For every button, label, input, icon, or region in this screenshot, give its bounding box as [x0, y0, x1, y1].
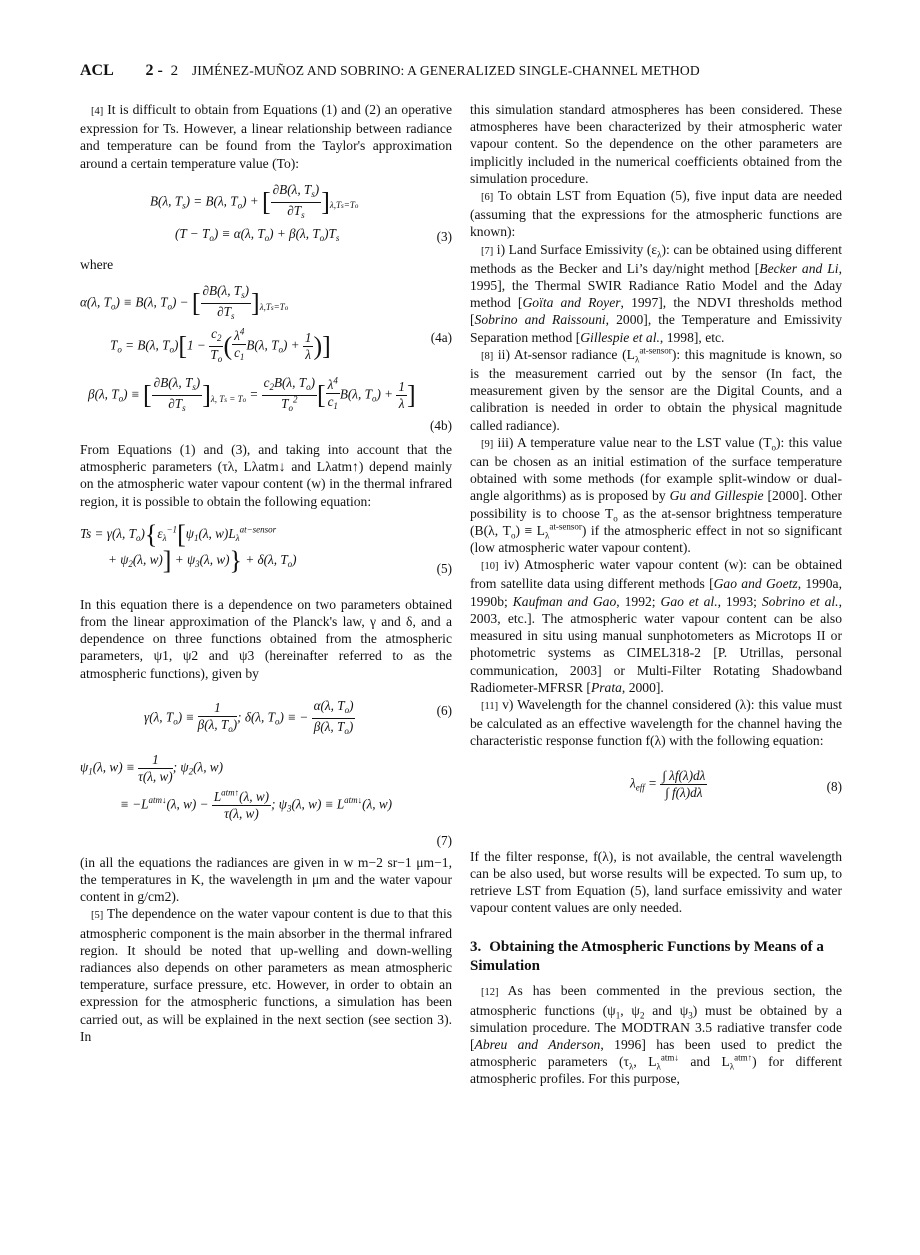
paragraph-in-this-equation: In this equation there is a dependence on two parameters obtained from the linear approximation of the Planck's law, γ and δ, and a dependence on three functions obtained from the atmospheric parameters, ψ1, ψ2 and ψ3 (hereinafter referred to as the atmospheric functions), given by: [80, 596, 452, 681]
paragraph-10: [10] iv) Atmospheric water vapour content (w): can be obtained from satellite data using different methods [Gao and Goetz, 1990a, 1990b; Kaufman and Gao, 1992; Gao et al., 1993; Sobrino et al., 2003, etc.]. The atmospheric water vapour content can be also measured in situ using manual sunphotometers as Microtops II or photometric systems as CIMEL318-2 [P. Utrillas, personal communication, 2003] or Multi-Filter Rotating Shadowband Radiometer-MFRSR [Prata, 2000].: [470, 557, 842, 695]
paragraph-5: [5] The dependence on the water vapour content is due to that this atmospheric component is the main absorber in the thermal infrared region. It should be noted that up-welling and down-welling radiances also depends on other parameters as mean atmospheric temperature, surface pressure, etc. However, in order to obtain an expression for the atmospheric functions, a simulation has been carried out, as will be explained in the next section (see section 3). In: [80, 906, 453, 1044]
equation-4a: α(λ, $T_o) \equiv B(\lambda$, $T_o$) − [ $\frac{\partial B(\lambda, T_s)}{\partial T_s}$ ]$_{\lambda,Ts=To}$ $T_o = B(\lambda$, $T_o)[1$ − $\frac{c_2}{T_o}$ ( $\frac{\lambda^4}{c_1}$ B(λ, $T_o$) + $\frac{1}{\lambda}$ )] (4a): [80, 283, 452, 365]
equation-3: B(λ, $T_s) = B(\lambda$, $T_o$) + [ $\frac{\partial B(\lambda, T_s)}{\partial T_s}$ ]$_{\lambda,Ts=To}$ $(T - T_o) \equiv \alpha(\lambda$, $T_o) + \beta(\lambda$, $T_o)T_s$ (3): [150, 181, 452, 244]
page-number: 2: [170, 63, 179, 79]
equation-4b: β(λ, $T_o$) ≡ [ $\frac{\partial B(\lambda, T_s)}{\partial T_s}$ ]$_{\lambda, Ts = To}$ = $\frac{c_2B(\lambda, T_o)}{T_o^2}$ [ $\frac{\lambda^4}{c_1}$ B(λ, $T_o$) + $\frac{1}{\lambda}$ ] (4b): [88, 375, 452, 434]
page-number-bold: 2 -: [145, 62, 163, 79]
paragraph-12: [12] As has been commented in the previous section, the atmospheric functions ($\psi_1$, $\psi_2$ and $\psi_3$) must be obtained by a simulation procedure. The MODTRAN 3.5 radiative transfer code [Abreu and Anderson, 1996] has been used to predict the atmospheric parameters ($\tau_\lambda$, $L_\lambda^{atm↓}$ and $L_\lambda^{atm↑}$) for different atmospheric profiles. For this purpose,: [470, 983, 843, 1087]
paragraph-4: [4] It is difficult to obtain from Equations (1) and (2) an operative expression for Ts. However, a linear relationship between radiance and temperature can be found from the Taylor's approximation around a certain temperature value (To):: [80, 102, 452, 171]
equation-7: $\psi_1(\lambda$, w) ≡ $\frac{1}{\tau(\lambda, w)}$ ; $\psi_2(\lambda$, w) ≡ $-L^{atm↓}(\lambda$, w) − $\frac{L^{atm↑}(\lambda, w)}{\tau(\lambda, w)}$ ; $\psi_3(\lambda$, $w) \equiv L^{atm↓}(\lambda$, w) (7): [80, 751, 452, 848]
equation-8: $\lambda_{eff}$ = $\frac{\int \lambda f(\lambda)d\lambda}{\int f(\lambda)d\lambda}$ (8): [630, 767, 842, 800]
paragraph-9: [9] iii) A temperature value near to the LST value $(T_o)$: this value can be chosen as an initial estimation of the surface temperature obtained with some methods (for example split-window or dual-angle algorithms) as is proposed by Gu and Gillespie [2000]. Other possibility is to choose $T_o$ as the at-sensor brightness temperature (B(λ, $T_o) \equiv L_\lambda^{at-sensor}$) if the atmospheric effect in not so significant (low atmospheric water vapour content).: [470, 434, 842, 556]
where-label: where: [80, 256, 114, 272]
left-column: [80, 101, 452, 1045]
section-3-heading: 3. Obtaining the Atmospheric Functions by Means of a Simulation: [470, 939, 824, 975]
journal-code: ACL: [80, 62, 114, 79]
running-title: JIMÉNEZ-MUÑOZ AND SOBRINO: A GENERALIZED SINGLE-CHANNEL METHOD: [191, 63, 700, 78]
paragraph-8: [8] ii) At-sensor radiance $(L_\lambda^{at-sensor})$: this magnitude is known, so is the measurement carried out by the sensor (In fact, the measurement given by the sensor are the Digital Counts, and a calibration is needed in order to obtain the physical magnitude called radiance).: [470, 345, 842, 433]
paragraph-filter-response: If the filter response, f(λ), is not available, the central wavelength can be also used, but worse results will be expected. To sum up, to retrieve LST from Equation (5), land surface emissivity and water vapour content values are only needed.: [470, 848, 842, 916]
equation-5: Ts = γ(λ, $T_o)\{\varepsilon_\lambda^{-1}[\psi_1(\lambda$, $w)L_\lambda^{at-sensor}$ + $\psi_2(\lambda$, $w)] + \psi_3(\lambda$, w)} + δ(λ, $T_o$) (5): [80, 519, 452, 576]
paragraph-7: [7] i) Land Surface Emissivity $(\varepsilon_\lambda)$: can be obtained using different methods as the Becker and Li’s day/night method [Becker and Li, 1995], the Thermal SWIR Radiance Ratio Model and the ∆day method [Goïta and Royer, 1997], the NDVI thresholds method [Sobrino and Raissouni, 2000], the Temperature and Emissivity Separation method [Gillespie et al., 1998], etc.: [470, 241, 842, 345]
running-header: [80, 62, 860, 80]
paragraph-units: (in all the equations the radiances are given in w m−2 sr−1 μm−1, the temperatures in K, the wavelength in μm and the water vapour content in g/cm2).: [80, 854, 452, 905]
paragraph-continued: this simulation standard atmospheres has been considered. These atmospheres have been characterized by their atmospheric water vapour content. So the dependence on the other parameters are implicitly included in the numerical coefficients obtained from the simulation procedure.: [470, 102, 842, 186]
paragraph-6: [6] To obtain LST from Equation (5), five input data are needed (assuming that the expressions for the atmospheric functions are known):: [470, 188, 843, 240]
paragraph-11: [11] v) Wavelength for the channel considered (λ): this value must be calculated as an effective wavelength for the channel having the characteristic response function f(λ) with the following equation:: [470, 696, 842, 749]
right-column: [470, 101, 842, 1088]
paragraph-from-equations: From Equations (1) and (3), and taking into account that the atmospheric parameters (τλ, Lλatm↓ and Lλatm↑) depend mainly on the atmospheric water vapour content (w) in the thermal infrared region, it is possible to obtain the following equation:: [80, 442, 452, 509]
equation-6: γ(λ, $T_o$) ≡ $\frac{1}{\beta(\lambda, T_o)}$ ; δ(λ, $T_o$) ≡ − $\frac{\alpha(\lambda, T_o)}{\beta(\lambda, T_o)}$ (6): [144, 697, 452, 736]
